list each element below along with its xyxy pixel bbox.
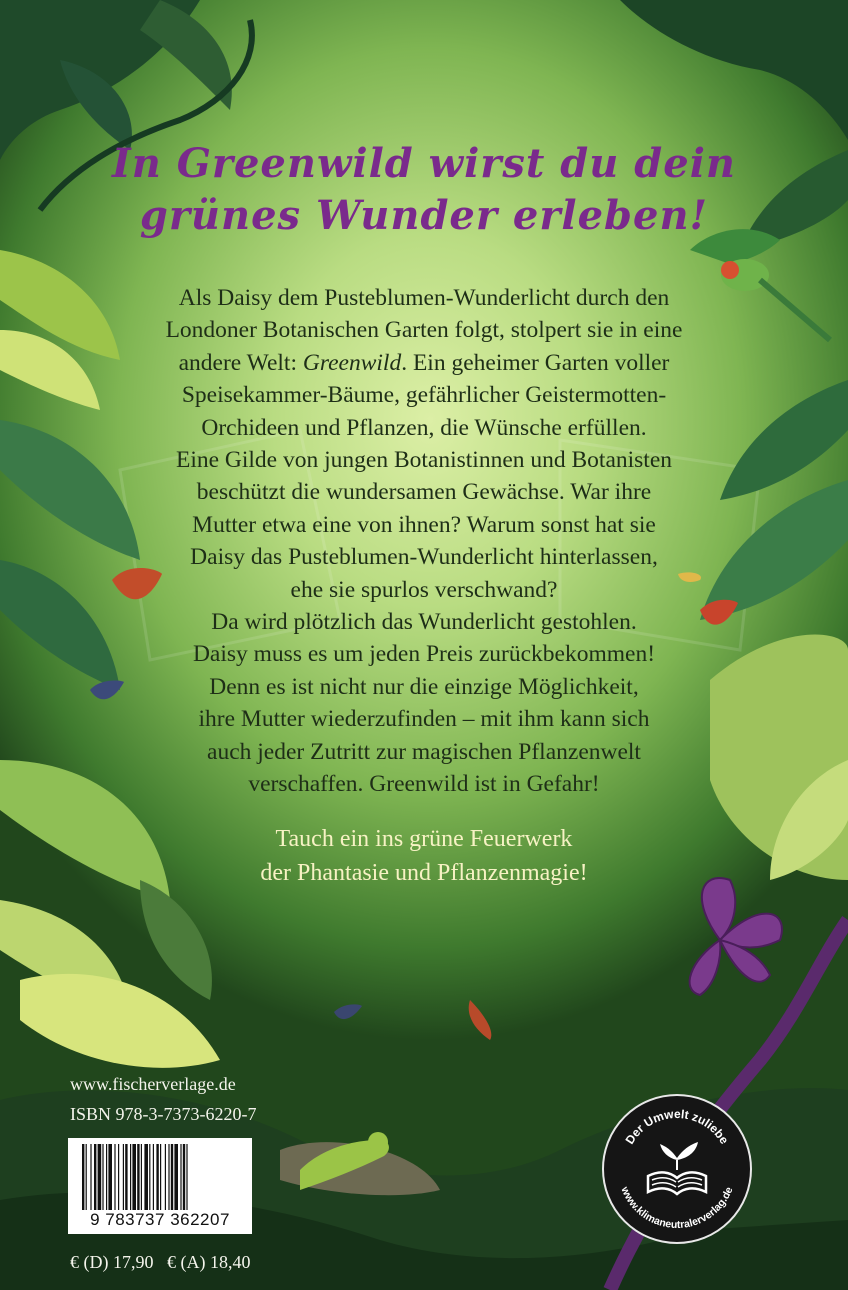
barcode-bar <box>174 1144 178 1210</box>
description-line: Orchideen und Pflanzen, die Wünsche erfüllen. <box>201 414 647 441</box>
barcode <box>68 1138 252 1234</box>
barcode-bar <box>165 1144 166 1210</box>
badge-bottom-text: www.klimaneutralerverlag.de <box>618 1185 736 1232</box>
description-line: andere Welt: Greenwild. Ein geheimer Garten voller <box>178 349 670 376</box>
barcode-bar <box>156 1144 158 1210</box>
badge-top-text: Der Umwelt zuliebe <box>622 1106 732 1147</box>
barcode-bar <box>125 1144 127 1210</box>
barcode-bar <box>86 1144 87 1210</box>
description-line: Daisy muss es um jeden Preis zurückbekommen! <box>192 641 656 668</box>
barcode-bar <box>153 1144 154 1210</box>
description-line: Da wird plötzlich das Wunderlicht gestohlen. <box>211 609 637 636</box>
book-title-italic: Greenwild <box>302 349 402 376</box>
barcode-bar <box>144 1144 148 1210</box>
barcode-bar <box>141 1144 142 1210</box>
barcode-bar <box>171 1144 173 1210</box>
barcode-bar <box>149 1144 150 1210</box>
headline-line-1: In Greenwild wirst du dein <box>112 140 736 187</box>
barcode-bar <box>106 1144 107 1210</box>
svg-text:www.klimaneutralerverlag.de <box>618 1184 735 1231</box>
barcode-bar <box>186 1144 187 1210</box>
description-line: verschaffen. Greenwild ist in Gefahr! <box>248 771 600 798</box>
barcode-bar <box>82 1144 84 1210</box>
barcode-bar <box>160 1144 161 1210</box>
description-line: Eine Gilde von jungen Botanistinnen und Botanisten <box>175 447 673 474</box>
price-text: € (D) 17,90 € (A) 18,40 <box>70 1252 251 1272</box>
headline-line-2: grünes Wunder erleben! <box>139 192 709 239</box>
description-line: Speisekammer-Bäume, gefährlicher Geistermotten- <box>181 382 667 409</box>
barcode-bar <box>183 1144 185 1210</box>
barcode-digits: 9 783737 362207 <box>90 1210 230 1229</box>
barcode-bar <box>108 1144 112 1210</box>
barcode-bar <box>98 1144 102 1210</box>
barcode-bars <box>80 1144 244 1210</box>
description-line: ehe sie spurlos verschwand? <box>290 576 558 603</box>
svg-text:Der Umwelt zuliebe <box>623 1107 732 1147</box>
barcode-bar <box>168 1144 169 1210</box>
tagline-line-1: Tauch ein ins grüne Feuerwerk <box>275 826 573 852</box>
barcode-bar <box>180 1144 181 1210</box>
description-paragraph <box>0 282 848 801</box>
tagline-line-2: der Phantasie und Pflanzenmagie! <box>260 860 588 886</box>
barcode-bar <box>114 1144 115 1210</box>
barcode-bar <box>118 1144 119 1210</box>
barcode-bar <box>102 1144 103 1210</box>
barcode-bar <box>130 1144 131 1210</box>
description-line: beschützt die wundersamen Gewächse. War ihre <box>196 479 652 506</box>
description-line: Mutter etwa eine von ihnen? Warum sonst hat sie <box>192 511 656 538</box>
barcode-bar <box>123 1144 124 1210</box>
isbn-text: ISBN 978-3-7373-6220-7 <box>70 1104 257 1124</box>
barcode-bar <box>94 1144 96 1210</box>
barcode-bar <box>90 1144 91 1210</box>
description-line: Daisy das Pusteblumen-Wunderlicht hinterlassen, <box>190 544 658 571</box>
description-line: Als Daisy dem Pusteblumen-Wunderlicht durch den <box>178 285 670 311</box>
description-line: Denn es ist nicht nur die einzige Möglichkeit, <box>209 673 639 700</box>
barcode-bar <box>137 1144 139 1210</box>
tagline <box>0 822 848 890</box>
barcode-bar <box>132 1144 136 1210</box>
description-line: auch jeder Zutritt zur magischen Pflanzenwelt <box>207 738 641 765</box>
description-line: Londoner Botanischen Garten folgt, stolpert sie in eine <box>165 317 683 344</box>
climate-neutral-badge <box>602 1094 752 1244</box>
publisher-url[interactable]: www.fischerverlage.de <box>70 1074 236 1094</box>
book-with-leaves-icon <box>648 1142 706 1194</box>
description-line: ihre Mutter wiederzufinden – mit ihm kann sich <box>198 706 650 733</box>
